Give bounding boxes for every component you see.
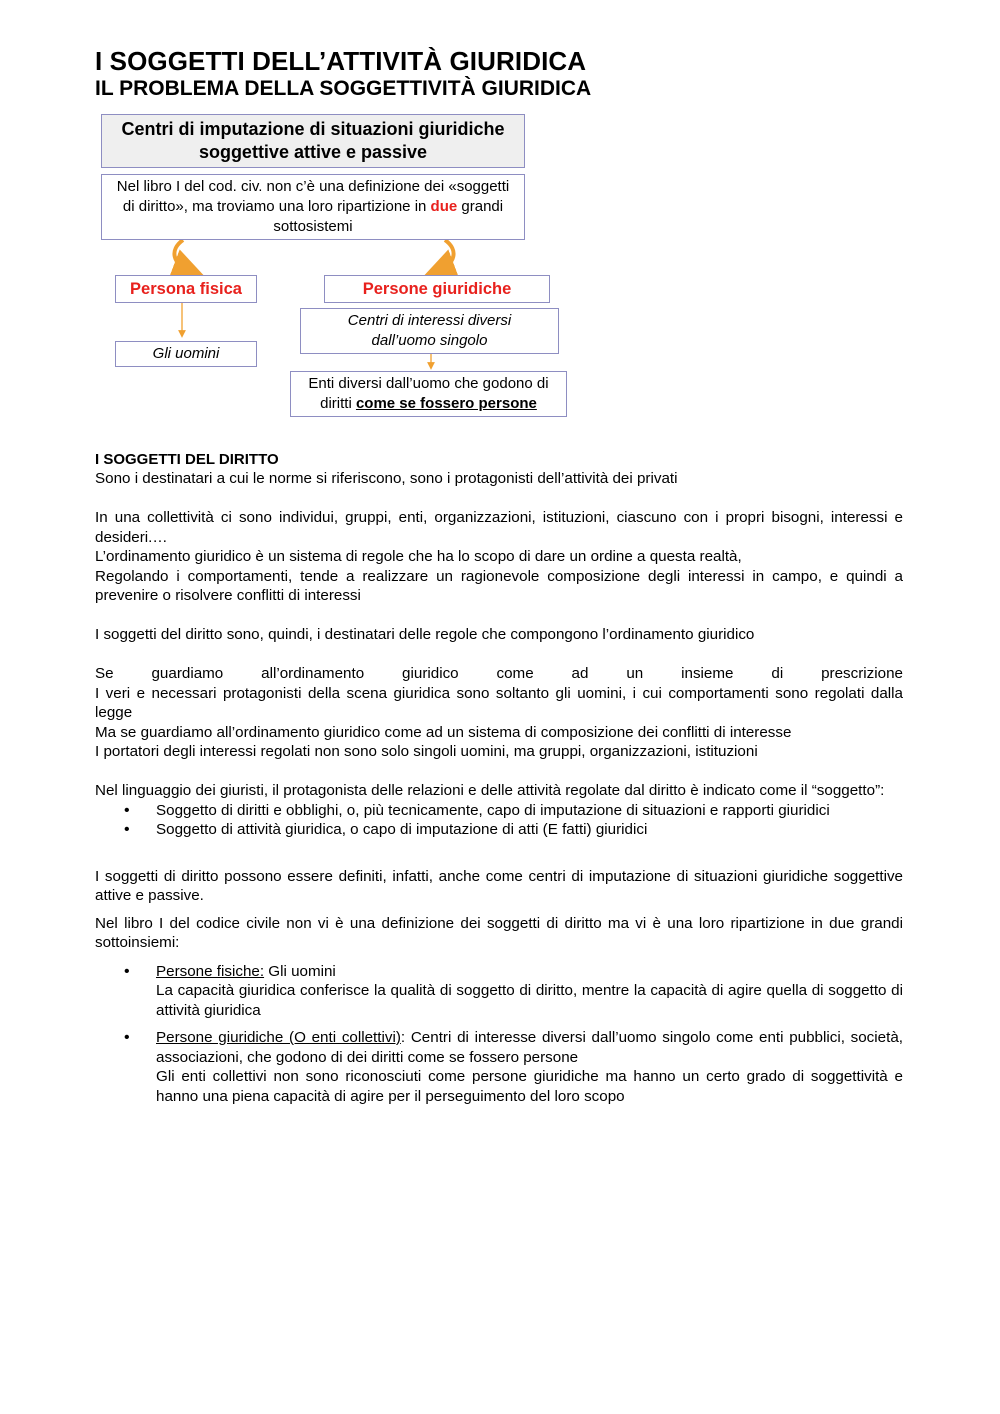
section-title: I SOGGETTI DEL DIRITTO bbox=[95, 451, 279, 468]
paragraph: Nel linguaggio dei giuristi, il protagonista delle relazioni e delle attività regolate dal diritto è indicato come il “soggetto”: bbox=[95, 782, 885, 799]
subjects-diagram bbox=[95, 112, 575, 424]
persona-fisica-box: Persona fisica bbox=[115, 275, 257, 303]
diagram-intro-box: Nel libro I del cod. civ. non c’è una definizione dei «soggetti di diritto», ma troviamo una loro ripartizione in due grandi sottosistemi bbox=[101, 174, 525, 240]
list-item: • Persone giuridiche (O enti collettivi): Centri di interesse diversi dall’uomo singolo come enti pubblici, società, associazioni, che godono di dei diritti come se fossero persone Gli enti collettivi non sono riconosciuti come persone giuridiche ma hanno un certo grado di soggettività e hanno una piena capacità di agire per il perseguimento del loro scopo bbox=[156, 1028, 903, 1106]
centri-interessi-box: Centri di interessi diversi dall’uomo singolo bbox=[300, 308, 559, 354]
subject-bullets bbox=[95, 801, 903, 840]
paragraph: Se guardiamo all’ordinamento giuridico come ad un insieme di prescrizione bbox=[95, 665, 903, 682]
gli-uomini-box: Gli uomini bbox=[115, 341, 257, 367]
intro-highlight: due bbox=[430, 198, 458, 215]
subsystem-bullets bbox=[95, 962, 903, 1107]
list-item: • Soggetto di diritti e obblighi, o, più tecnicamente, capo di imputazione di situazioni e rapporti giuridici bbox=[156, 801, 903, 821]
paragraph: I portatori degli interessi regolati non sono solo singoli uomini, ma gruppi, organizzazioni, istituzioni bbox=[95, 743, 758, 760]
list-item: • Persone fisiche: Gli uomini La capacità giuridica conferisce la qualità di soggetto di diritto, mentre la capacità di agire quella di soggetto di attività giuridica bbox=[156, 962, 903, 1021]
curved-arrow-right bbox=[439, 240, 454, 270]
paragraph: Regolando i comportamenti, tende a realizzare un ragionevole composizione degli interessi in campo, e quindi a prevenire o risolvere conflitti di interessi bbox=[95, 567, 903, 604]
paragraph: I soggetti del diritto sono, quindi, i destinatari delle regole che compongono l’ordinamento giuridico bbox=[95, 626, 755, 643]
paragraph: I veri e necessari protagonisti della scena giuridica sono soltanto gli uomini, i cui comportamenti sono regolati dalla legge bbox=[95, 684, 903, 721]
paragraph: Nel libro I del codice civile non vi è una definizione dei soggetti di diritto ma vi è una loro ripartizione in due grandi sottoinsiemi: bbox=[95, 914, 903, 951]
paragraph: I soggetti di diritto possono essere definiti, infatti, anche come centri di imputazione di situazioni giuridiche soggettive attive e passive. bbox=[95, 867, 903, 904]
list-item: • Soggetto di attività giuridica, o capo di imputazione di atti (E fatti) giuridici bbox=[156, 820, 903, 840]
enti-diversi-box: Enti diversi dall’uomo che godono di diritti come se fossero persone bbox=[290, 371, 567, 417]
paragraph: L’ordinamento giuridico è un sistema di regole che ha lo scopo di dare un ordine a questa realtà, bbox=[95, 548, 742, 565]
lead-line: Sono i destinatari a cui le norme si riferiscono, sono i protagonisti dell’attività dei privati bbox=[95, 470, 678, 487]
document-page bbox=[95, 46, 903, 1106]
curved-arrow-left bbox=[174, 240, 189, 270]
page-title: I SOGGETTI DELL’ATTIVITÀ GIURIDICA bbox=[95, 46, 587, 76]
persone-giuridiche-box: Persone giuridiche bbox=[324, 275, 550, 303]
page-subtitle: IL PROBLEMA DELLA SOGGETTIVITÀ GIURIDICA bbox=[95, 77, 592, 100]
diagram-head-box: Centri di imputazione di situazioni giuridiche soggettive attive e passive bbox=[101, 114, 525, 168]
paragraph: In una collettività ci sono individui, gruppi, enti, organizzazioni, istituzioni, ciascuno con i propri bisogni, interessi e desideri.… bbox=[95, 509, 903, 546]
paragraph: Ma se guardiamo all’ordinamento giuridico come ad un sistema di composizione dei conflitti di interesse bbox=[95, 723, 792, 741]
